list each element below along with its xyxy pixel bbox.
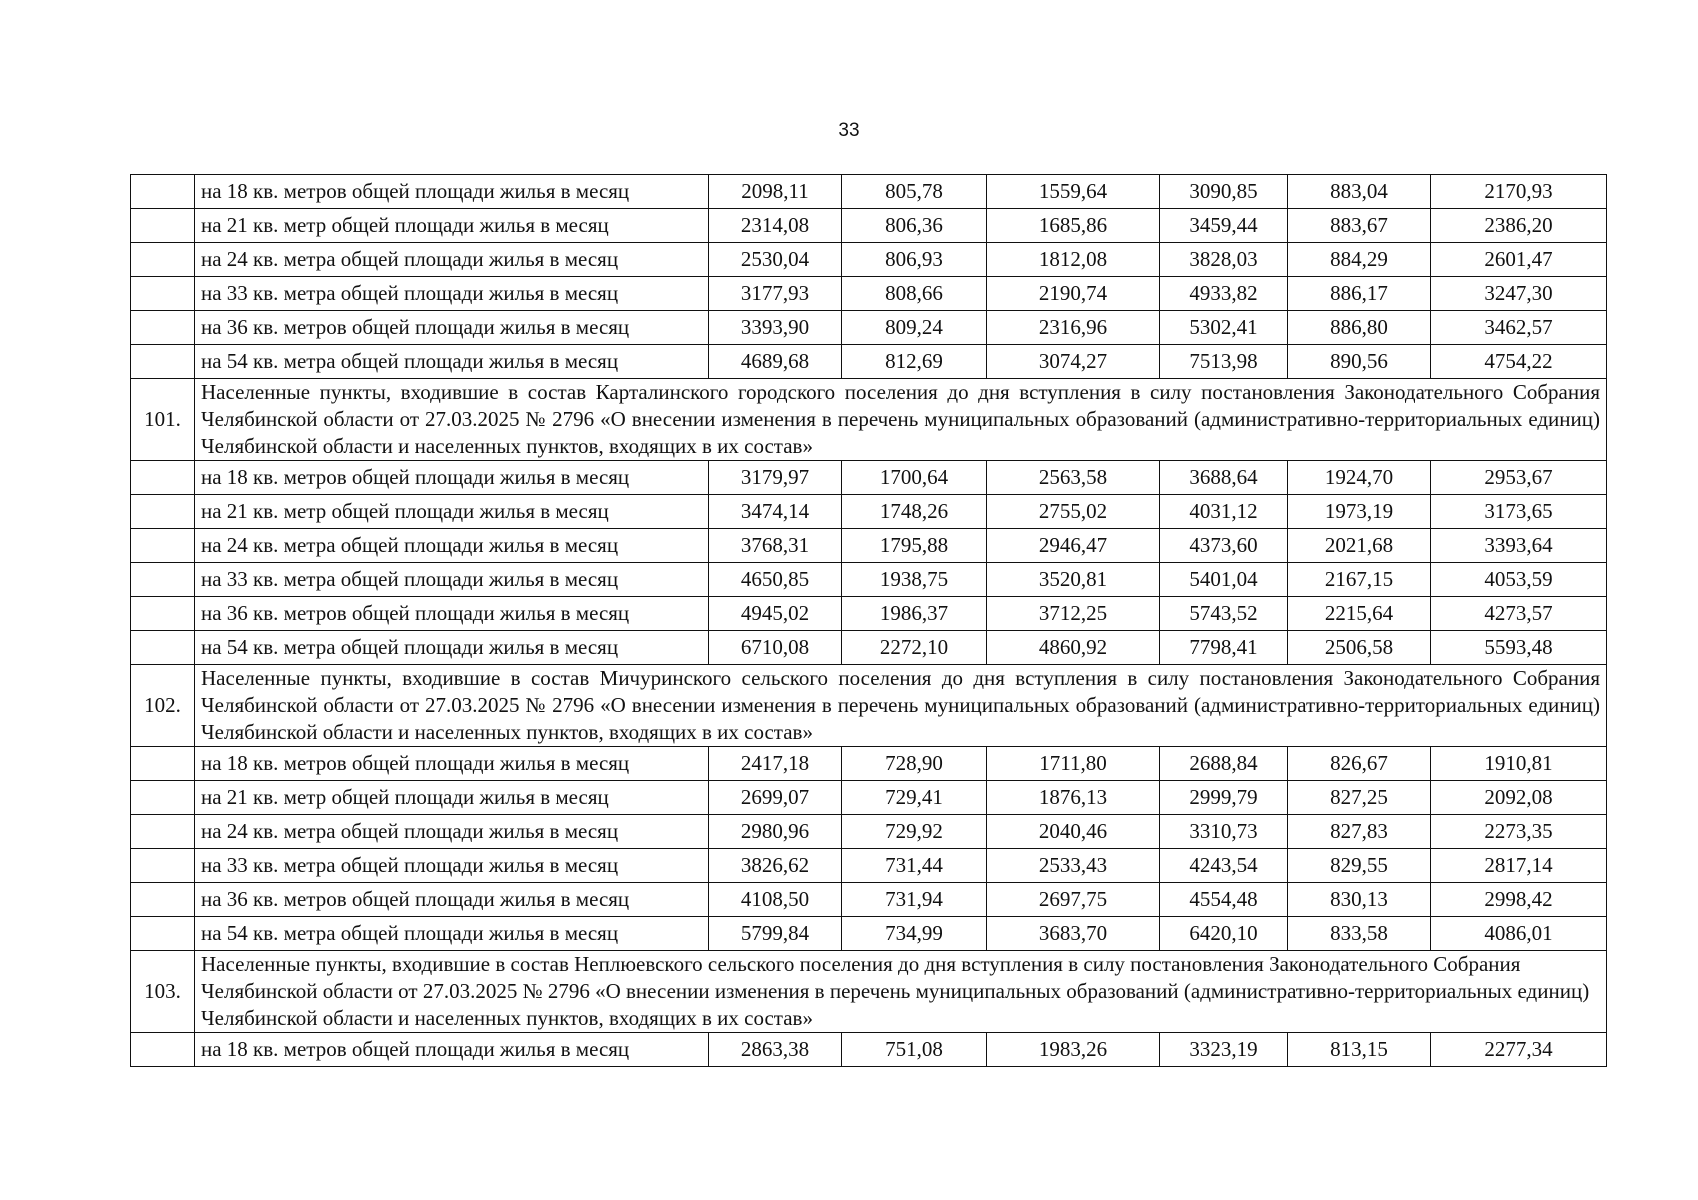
value-cell: 2506,58 — [1288, 631, 1431, 665]
value-cell: 826,67 — [1288, 747, 1431, 781]
section-number: 103. — [131, 951, 195, 1033]
value-cell: 729,92 — [842, 815, 987, 849]
value-cell: 729,41 — [842, 781, 987, 815]
value-cell: 4754,22 — [1431, 345, 1607, 379]
value-cell: 4086,01 — [1431, 917, 1607, 951]
section-title: Населенные пункты, входившие в состав Мичуринского сельского поселения до дня вступления в силу постановления Законодательного Собрания Челябинской области от 27.03.2025 № 2796 «О внесении изменения в перечень муниципальных образований (административно-территориальных единиц) Челябинской области и населенных пунктов, входящих в их состав» — [195, 665, 1607, 747]
row-number-cell — [131, 1033, 195, 1067]
row-number-cell — [131, 277, 195, 311]
value-cell: 2953,67 — [1431, 461, 1607, 495]
value-cell: 2098,11 — [709, 175, 842, 209]
value-cell: 2533,43 — [987, 849, 1160, 883]
value-cell: 2167,15 — [1288, 563, 1431, 597]
value-cell: 1748,26 — [842, 495, 987, 529]
value-cell: 2980,96 — [709, 815, 842, 849]
value-cell: 883,04 — [1288, 175, 1431, 209]
section-title: Населенные пункты, входившие в состав Неплюевского сельского поселения до дня вступления в силу постановления Законодательного Собрания Челябинской области от 27.03.2025 № 2796 «О внесении изменения в перечень муниципальных образований (административно-территориальных единиц) Челябинской области и населенных пунктов, входящих в их состав» — [195, 951, 1607, 1033]
value-cell: 2190,74 — [987, 277, 1160, 311]
value-cell: 827,83 — [1288, 815, 1431, 849]
row-number-cell — [131, 529, 195, 563]
table-row — [131, 175, 1607, 209]
row-number-cell — [131, 563, 195, 597]
value-cell: 2092,08 — [1431, 781, 1607, 815]
rate-label: на 21 кв. метр общей площади жилья в месяц — [195, 781, 709, 815]
value-cell: 1876,13 — [987, 781, 1160, 815]
rate-label: на 36 кв. метров общей площади жилья в месяц — [195, 311, 709, 345]
rate-label: на 24 кв. метра общей площади жилья в месяц — [195, 815, 709, 849]
table-row — [131, 815, 1607, 849]
value-cell: 728,90 — [842, 747, 987, 781]
value-cell: 3520,81 — [987, 563, 1160, 597]
value-cell: 1924,70 — [1288, 461, 1431, 495]
value-cell: 809,24 — [842, 311, 987, 345]
value-cell: 6710,08 — [709, 631, 842, 665]
value-cell: 2863,38 — [709, 1033, 842, 1067]
value-cell: 2601,47 — [1431, 243, 1607, 277]
rate-label: на 18 кв. метров общей площади жилья в месяц — [195, 175, 709, 209]
rate-label: на 18 кв. метров общей площади жилья в месяц — [195, 747, 709, 781]
value-cell: 808,66 — [842, 277, 987, 311]
value-cell: 2277,34 — [1431, 1033, 1607, 1067]
table-row — [131, 849, 1607, 883]
value-cell: 1795,88 — [842, 529, 987, 563]
value-cell: 3090,85 — [1160, 175, 1288, 209]
value-cell: 2998,42 — [1431, 883, 1607, 917]
value-cell: 2530,04 — [709, 243, 842, 277]
table-row — [131, 495, 1607, 529]
row-number-cell — [131, 849, 195, 883]
value-cell: 5799,84 — [709, 917, 842, 951]
value-cell: 883,67 — [1288, 209, 1431, 243]
table-row — [131, 243, 1607, 277]
value-cell: 3712,25 — [987, 597, 1160, 631]
row-number-cell — [131, 345, 195, 379]
value-cell: 1700,64 — [842, 461, 987, 495]
value-cell: 1986,37 — [842, 597, 987, 631]
value-cell: 2170,93 — [1431, 175, 1607, 209]
rate-label: на 54 кв. метра общей площади жилья в месяц — [195, 345, 709, 379]
table-row — [131, 311, 1607, 345]
value-cell: 833,58 — [1288, 917, 1431, 951]
value-cell: 3474,14 — [709, 495, 842, 529]
section-header-row — [131, 379, 1607, 461]
value-cell: 1938,75 — [842, 563, 987, 597]
table-row — [131, 631, 1607, 665]
value-cell: 3826,62 — [709, 849, 842, 883]
value-cell: 806,93 — [842, 243, 987, 277]
value-cell: 3688,64 — [1160, 461, 1288, 495]
value-cell: 734,99 — [842, 917, 987, 951]
value-cell: 827,25 — [1288, 781, 1431, 815]
section-title: Населенные пункты, входившие в состав Карталинского городского поселения до дня вступления в силу постановления Законодательного Собрания Челябинской области от 27.03.2025 № 2796 «О внесении изменения в перечень муниципальных образований (административно-территориальных единиц) Челябинской области и населенных пунктов, входящих в их состав» — [195, 379, 1607, 461]
row-number-cell — [131, 747, 195, 781]
value-cell: 813,15 — [1288, 1033, 1431, 1067]
row-number-cell — [131, 461, 195, 495]
value-cell: 806,36 — [842, 209, 987, 243]
value-cell: 2699,07 — [709, 781, 842, 815]
row-number-cell — [131, 311, 195, 345]
value-cell: 2817,14 — [1431, 849, 1607, 883]
value-cell: 812,69 — [842, 345, 987, 379]
value-cell: 1973,19 — [1288, 495, 1431, 529]
value-cell: 2273,35 — [1431, 815, 1607, 849]
rate-label: на 33 кв. метра общей площади жилья в месяц — [195, 849, 709, 883]
value-cell: 1910,81 — [1431, 747, 1607, 781]
tariff-table — [130, 174, 1607, 1067]
table-row — [131, 563, 1607, 597]
value-cell: 2563,58 — [987, 461, 1160, 495]
table-body — [131, 175, 1607, 1067]
row-number-cell — [131, 917, 195, 951]
value-cell: 2021,68 — [1288, 529, 1431, 563]
value-cell: 2272,10 — [842, 631, 987, 665]
value-cell: 4108,50 — [709, 883, 842, 917]
value-cell: 2688,84 — [1160, 747, 1288, 781]
rate-label: на 24 кв. метра общей площади жилья в месяц — [195, 243, 709, 277]
row-number-cell — [131, 781, 195, 815]
section-number: 101. — [131, 379, 195, 461]
value-cell: 4373,60 — [1160, 529, 1288, 563]
section-number: 102. — [131, 665, 195, 747]
value-cell: 4554,48 — [1160, 883, 1288, 917]
table-row — [131, 461, 1607, 495]
value-cell: 5401,04 — [1160, 563, 1288, 597]
value-cell: 2999,79 — [1160, 781, 1288, 815]
value-cell: 2215,64 — [1288, 597, 1431, 631]
value-cell: 830,13 — [1288, 883, 1431, 917]
table-row — [131, 529, 1607, 563]
rate-label: на 36 кв. метров общей площади жилья в месяц — [195, 597, 709, 631]
value-cell: 2946,47 — [987, 529, 1160, 563]
value-cell: 4933,82 — [1160, 277, 1288, 311]
table-row — [131, 1033, 1607, 1067]
value-cell: 3173,65 — [1431, 495, 1607, 529]
value-cell: 829,55 — [1288, 849, 1431, 883]
section-header-row — [131, 665, 1607, 747]
row-number-cell — [131, 883, 195, 917]
value-cell: 884,29 — [1288, 243, 1431, 277]
table-row — [131, 345, 1607, 379]
value-cell: 4650,85 — [709, 563, 842, 597]
value-cell: 1711,80 — [987, 747, 1160, 781]
table-row — [131, 747, 1607, 781]
rate-label: на 24 кв. метра общей площади жилья в месяц — [195, 529, 709, 563]
table-row — [131, 277, 1607, 311]
value-cell: 4053,59 — [1431, 563, 1607, 597]
value-cell: 6420,10 — [1160, 917, 1288, 951]
row-number-cell — [131, 243, 195, 277]
value-cell: 4273,57 — [1431, 597, 1607, 631]
value-cell: 805,78 — [842, 175, 987, 209]
value-cell: 731,44 — [842, 849, 987, 883]
value-cell: 3683,70 — [987, 917, 1160, 951]
value-cell: 4689,68 — [709, 345, 842, 379]
value-cell: 886,80 — [1288, 311, 1431, 345]
rate-label: на 54 кв. метра общей площади жилья в месяц — [195, 631, 709, 665]
rate-label: на 36 кв. метров общей площади жилья в месяц — [195, 883, 709, 917]
rate-label: на 33 кв. метра общей площади жилья в месяц — [195, 563, 709, 597]
section-header-row — [131, 951, 1607, 1033]
rate-label: на 54 кв. метра общей площади жилья в месяц — [195, 917, 709, 951]
value-cell: 3323,19 — [1160, 1033, 1288, 1067]
rate-label: на 21 кв. метр общей площади жилья в месяц — [195, 495, 709, 529]
table-row — [131, 597, 1607, 631]
table-row — [131, 209, 1607, 243]
rate-label: на 18 кв. метров общей площади жилья в месяц — [195, 461, 709, 495]
value-cell: 2417,18 — [709, 747, 842, 781]
value-cell: 2386,20 — [1431, 209, 1607, 243]
value-cell: 5743,52 — [1160, 597, 1288, 631]
value-cell: 3074,27 — [987, 345, 1160, 379]
value-cell: 4860,92 — [987, 631, 1160, 665]
value-cell: 2314,08 — [709, 209, 842, 243]
value-cell: 3247,30 — [1431, 277, 1607, 311]
row-number-cell — [131, 495, 195, 529]
row-number-cell — [131, 175, 195, 209]
table-row — [131, 781, 1607, 815]
row-number-cell — [131, 597, 195, 631]
value-cell: 4243,54 — [1160, 849, 1288, 883]
table-row — [131, 917, 1607, 951]
value-cell: 3393,90 — [709, 311, 842, 345]
value-cell: 2316,96 — [987, 311, 1160, 345]
value-cell: 3179,97 — [709, 461, 842, 495]
value-cell: 4031,12 — [1160, 495, 1288, 529]
row-number-cell — [131, 209, 195, 243]
value-cell: 3177,93 — [709, 277, 842, 311]
value-cell: 1685,86 — [987, 209, 1160, 243]
row-number-cell — [131, 631, 195, 665]
value-cell: 3310,73 — [1160, 815, 1288, 849]
value-cell: 890,56 — [1288, 345, 1431, 379]
value-cell: 5302,41 — [1160, 311, 1288, 345]
value-cell: 3459,44 — [1160, 209, 1288, 243]
value-cell: 7798,41 — [1160, 631, 1288, 665]
value-cell: 2697,75 — [987, 883, 1160, 917]
rate-label: на 21 кв. метр общей площади жилья в месяц — [195, 209, 709, 243]
table-row — [131, 883, 1607, 917]
value-cell: 731,94 — [842, 883, 987, 917]
rate-label: на 18 кв. метров общей площади жилья в месяц — [195, 1033, 709, 1067]
value-cell: 751,08 — [842, 1033, 987, 1067]
value-cell: 3393,64 — [1431, 529, 1607, 563]
value-cell: 1812,08 — [987, 243, 1160, 277]
value-cell: 3462,57 — [1431, 311, 1607, 345]
row-number-cell — [131, 815, 195, 849]
value-cell: 2755,02 — [987, 495, 1160, 529]
value-cell: 886,17 — [1288, 277, 1431, 311]
value-cell: 3828,03 — [1160, 243, 1288, 277]
value-cell: 5593,48 — [1431, 631, 1607, 665]
value-cell: 1559,64 — [987, 175, 1160, 209]
value-cell: 7513,98 — [1160, 345, 1288, 379]
value-cell: 4945,02 — [709, 597, 842, 631]
rate-label: на 33 кв. метра общей площади жилья в месяц — [195, 277, 709, 311]
page-number: 33 — [838, 120, 860, 141]
value-cell: 3768,31 — [709, 529, 842, 563]
value-cell: 2040,46 — [987, 815, 1160, 849]
value-cell: 1983,26 — [987, 1033, 1160, 1067]
